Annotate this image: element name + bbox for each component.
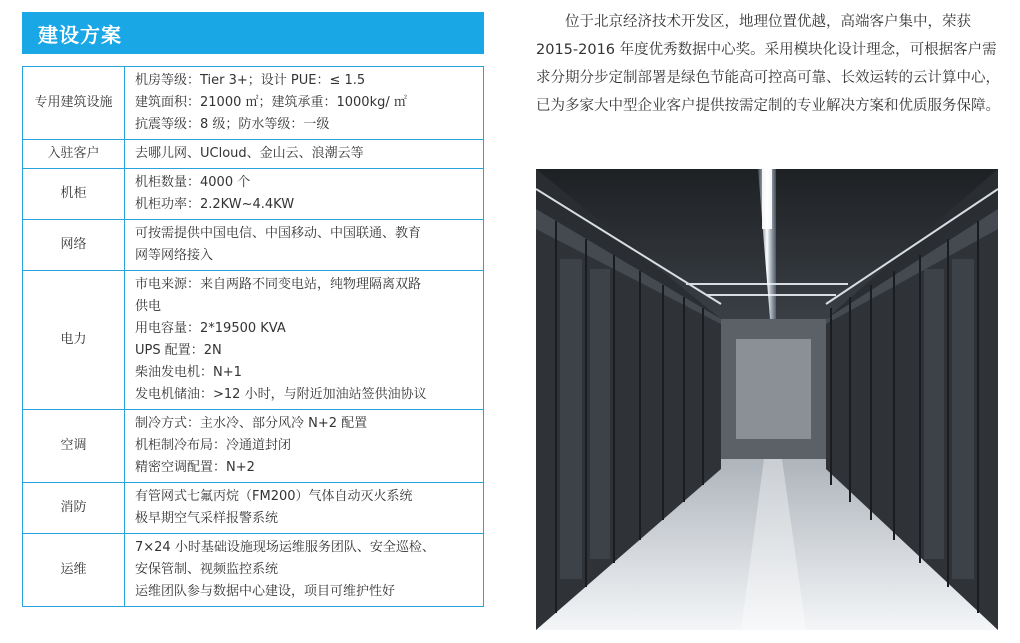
row-category: 运维 — [23, 534, 125, 607]
detail-line: 极早期空气采样报警系统 — [135, 511, 279, 526]
detail-line: 建筑面积：21000 ㎡；建筑承重：1000kg/ ㎡ — [135, 95, 407, 110]
row-category: 网络 — [23, 220, 125, 271]
section-title: 建设方案 — [38, 22, 122, 47]
detail-line: 发电机储油：>12 小时，与附近加油站签供油协议 — [135, 387, 427, 402]
intro-paragraph: 位于北京经济技术开发区，地理位置优越，高端客户集中，荣获 2015-2016 年度优秀数据中心奖。采用模块化设计理念，可根据客户需求分期分步定制部署是绿色节能高可控高可靠、长效运转的云计算中心，已为多家大中型企业客户提供按需定制的专业解决方案和优质服务保障。 — [536, 14, 1000, 114]
detail-line: 用电容量：2*19500 KVA — [135, 321, 286, 336]
detail-line: 机柜功率：2.2KW~4.4KW — [135, 197, 295, 212]
detail-line: 供电 — [135, 299, 162, 314]
row-category: 专用建筑设施 — [23, 67, 125, 140]
detail-line: 抗震等级：8 级；防水等级：一级 — [135, 117, 330, 132]
row-details — [125, 169, 484, 220]
row-details — [125, 140, 484, 169]
row-category: 消防 — [23, 483, 125, 534]
row-details — [125, 483, 484, 534]
row-details — [125, 534, 484, 607]
section-header — [22, 12, 484, 54]
table-row — [23, 220, 484, 271]
server-room-photo — [536, 169, 998, 630]
table-row — [23, 169, 484, 220]
detail-line: 运维团队参与数据中心建设，项目可维护性好 — [135, 584, 396, 599]
table-row — [23, 140, 484, 169]
detail-line: 安保管制、视频监控系统 — [135, 562, 279, 577]
row-details — [125, 67, 484, 140]
row-category: 机柜 — [23, 169, 125, 220]
row-category: 电力 — [23, 271, 125, 410]
detail-line: 制冷方式：主水冷、部分风冷 N+2 配置 — [135, 416, 368, 431]
table-row — [23, 271, 484, 410]
spec-table — [22, 66, 484, 607]
detail-line: 精密空调配置：N+2 — [135, 460, 255, 475]
table-row — [23, 410, 484, 483]
detail-line: 7×24 小时基础设施现场运维服务团队、安全巡检、 — [135, 540, 435, 555]
row-category: 入驻客户 — [23, 140, 125, 169]
detail-line: UPS 配置：2N — [135, 343, 222, 358]
detail-line: 有管网式七氟丙烷（FM200）气体自动灭火系统 — [135, 489, 413, 504]
detail-line: 机柜制冷布局：冷通道封闭 — [135, 438, 292, 453]
row-category: 空调 — [23, 410, 125, 483]
detail-line: 网等网络接入 — [135, 248, 214, 263]
table-row — [23, 534, 484, 607]
row-details — [125, 271, 484, 410]
detail-line: 可按需提供中国电信、中国移动、中国联通、教育 — [135, 226, 422, 241]
detail-line: 机柜数量：4000 个 — [135, 175, 251, 190]
table-row — [23, 483, 484, 534]
detail-line: 去哪儿网、UCloud、金山云、浪潮云等 — [135, 146, 364, 161]
detail-line: 机房等级：Tier 3+；设计 PUE：≤ 1.5 — [135, 73, 366, 88]
row-details — [125, 220, 484, 271]
detail-line: 柴油发电机：N+1 — [135, 365, 242, 380]
table-row — [23, 67, 484, 140]
detail-line: 市电来源：来自两路不同变电站，纯物理隔离双路 — [135, 277, 422, 292]
row-details — [125, 410, 484, 483]
